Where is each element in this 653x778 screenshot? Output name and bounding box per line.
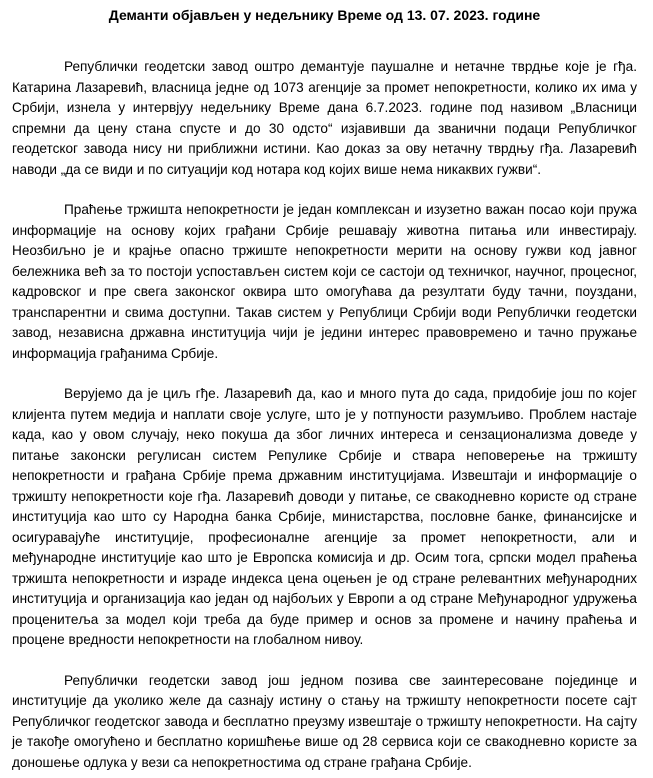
paragraph-4: Републички геодетски завод још једном позива све заинтересоване појединце и институције да уколико желе да сазнају истину о стању на тржишту непокретности посете сајт Републичког геодетског завода и бесплатно преузму извештаје о тржишту непокретности. На сајту је такође омогућено и бесплатно коришћење више од 28 сервиса који се свакодневно користе за доношење одлука у вези са непокретностима од стране грађана Србије. [12,672,637,770]
paragraph-1: Републички геодетски завод оштро демантује паушалне и нетачне тврдње које је гђа. Катарина Лазаревић, власница једне од 1073 агенције за промет непокретности, колико их има у Србији, изнела у интервјуу недељнику Време дана 6.7.2023. године под називом „Власници спремни да цену стана спусте и до 30 одсто“ изјавивши да званични подаци Републичког геодетског завода нису ни приближни истини. Као доказ за ову нетачну тврдњу гђа. Лазаревић наводи „да се види и по ситуацији код нотара код којих више нема никаквих гужви“. [12,59,637,177]
document-body [12,57,637,773]
paragraph-2: Праћење тржишта непокретности је један комплексан и изузетно важан посао који пружа информације на основу којих грађани Србије решавају животна питања или инвестирају. Неозбиљно је и крајње опасно тржиште непокретности мерити на основу гужви код јавног бележника већ за то постоји успостављен систем који се састоји од техничког, научног, процесног, кадровског и пре свега законског оквира што омогућава да резултати буду тачни, поуздани, транспарентни и свима доступни. Такав систем у Републици Србији води Републички геодетски завод, независна државна институција чији је једини интерес правовремено и тачно пружање информација грађанима Србије. [12,202,637,361]
paragraph-3: Верујемо да је циљ гђе. Лазаревић да, као и много пута до сада, придобије још по којег клијента путем медија и наплати своје услуге, што је у потпуности разумљиво. Проблем настаје када, као у овом случају, неко покуша да због личних интереса и сензационализма доведе у питање законски регулисан систем Репулике Србије и ствара неповерење на тржишту непокретности и грађана Србије према државним институцијама. Извештаји и информације о тржишту непокретности које гђа. Лазаревић доводи у питање, се свакодневно користе од стране институција као што су Народна банка Србије, министарства, пословне банке, финансијске и осигуравајуће институције, професионалне агенције за промет непокретности, али и међународне институције као што је Европска комисија и др. Осим тога, српски модел праћења тржишта непокретности и израде индекса цена оцењен је од стране релевантних међународних институција и организација као један од најбољих у Европи а од стране Међународног удружења проценитеља за модел који треба да буде пример и основ за промене и начину праћења и процене вредности непокретности на глобалном нивоу. [12,386,637,647]
document-title: Деманти објављен у недељнику Време од 13. 07. 2023. године [108,7,541,23]
